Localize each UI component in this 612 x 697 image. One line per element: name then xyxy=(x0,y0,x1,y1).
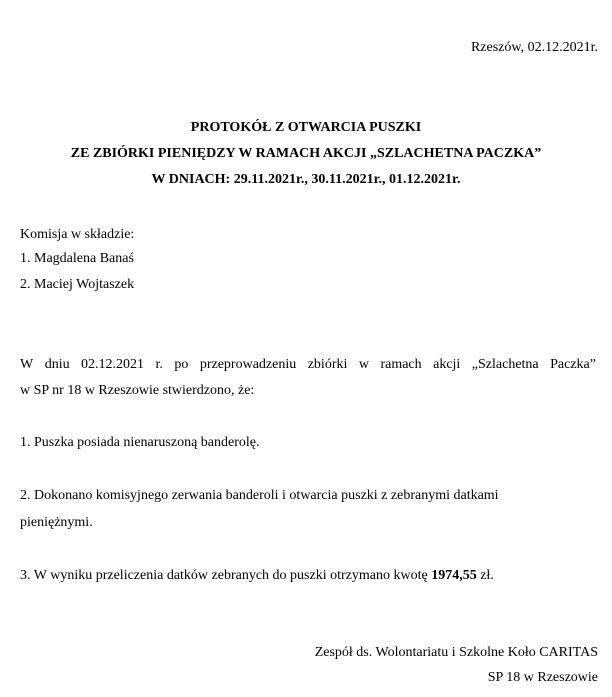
signature-line-2: SP 18 w Rzeszowie xyxy=(487,670,598,685)
intro-word: przeprowadzeniu xyxy=(199,357,297,372)
commission-member: 2. Maciej Wojtaszek xyxy=(20,277,135,292)
title-line-2: ZE ZBIÓRKI PIENIĘDZY W RAMACH AKCJI „SZLACHETNA PACZKA” xyxy=(70,146,542,161)
point-1: 1. Puszka posiada nienaruszoną banderolę. xyxy=(20,435,260,450)
intro-word: w xyxy=(358,357,369,372)
intro-word: akcji xyxy=(433,357,461,372)
intro-word: W xyxy=(20,357,34,372)
intro-line-2: w SP nr 18 w Rzeszowie stwierdzono, że: xyxy=(20,383,255,398)
intro-word: Paczka” xyxy=(550,357,596,372)
intro-word: zbiórki xyxy=(307,357,348,372)
currency: zł. xyxy=(476,568,494,583)
intro-word: po xyxy=(174,357,189,372)
intro-word: dniu xyxy=(44,357,70,372)
intro-word: 02.12.2021 xyxy=(81,357,145,372)
intro-word: r. xyxy=(155,357,163,372)
point-3 xyxy=(20,568,494,584)
title-line-3: W DNIACH: 29.11.2021r., 30.11.2021r., 01.12.2021r. xyxy=(151,172,461,187)
intro-line-1 xyxy=(20,357,596,373)
intro-word: ramach xyxy=(380,357,422,372)
intro-word: „Szlachetna xyxy=(471,357,539,372)
point-3-text: 3. W wyniku przeliczenia datków zebranych do puszki otrzymano kwotę xyxy=(20,568,432,583)
commission-member: 1. Magdalena Banaś xyxy=(20,251,134,266)
title-line-1: PROTOKÓŁ Z OTWARCIA PUSZKI xyxy=(190,120,422,135)
commission-heading: Komisja w składzie: xyxy=(20,227,135,242)
place-date: Rzeszów, 02.12.2021r. xyxy=(470,40,598,55)
point-2-line-2: pieniężnymi. xyxy=(20,515,93,530)
signature-line-1: Zespół ds. Wolontariatu i Szkolne Koło CARITAS xyxy=(314,645,598,660)
amount: 1974,55 xyxy=(431,568,477,583)
point-2-line-1: 2. Dokonano komisyjnego zerwania banderoli i otwarcia puszki z zebranymi datkami xyxy=(20,488,499,503)
